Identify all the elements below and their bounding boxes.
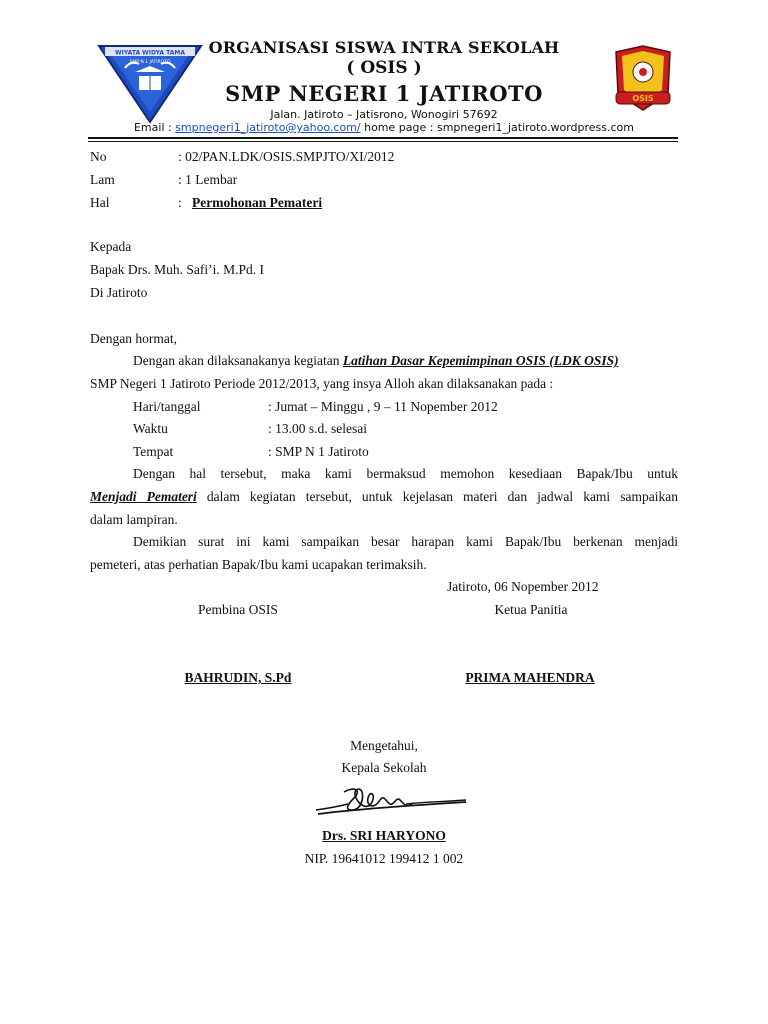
detail-value-time: : 13.00 s.d. selesai <box>268 421 367 436</box>
paragraph-2-line-2 <box>90 488 678 506</box>
detail-label-date: Hari/tanggal <box>133 399 201 414</box>
lam-value: : 1 Lembar <box>178 172 238 187</box>
headmaster-signature <box>310 780 470 824</box>
paragraph-2-line-1: Dengan hal tersebut, maka kami bermaksud memohon kesediaan Bapak/Ibu untuk <box>133 466 678 481</box>
greeting: Dengan hormat, <box>90 331 177 346</box>
request-emphasis: Menjadi Pemateri <box>90 489 197 504</box>
contact-line <box>0 121 768 134</box>
logo-left-motto: WIYATA WIDYA TAMA <box>115 49 185 57</box>
no-value: : 02/PAN.LDK/OSIS.SMPJTO/XI/2012 <box>178 149 395 164</box>
hal-value: Permohonan Pemateri <box>192 195 323 210</box>
paragraph-2-line-3: dalam lampiran. <box>90 512 178 527</box>
recipient-name: Bapak Drs. Muh. Safi’i. M.Pd. I <box>90 262 264 277</box>
letterhead-rule-thick <box>88 137 678 139</box>
homepage-label: home page : <box>360 121 437 134</box>
paragraph-1-line-1 <box>133 352 619 370</box>
left-signatory-role: Pembina OSIS <box>198 602 278 617</box>
paragraph-3-line-1: Demikian surat ini kami sampaikan besar harapan kami Bapak/Ibu berkenan menjadi <box>133 534 678 549</box>
hal-label: Hal <box>90 195 110 210</box>
right-signatory-role: Ketua Panitia <box>494 602 568 617</box>
right-signatory-name: PRIMA MAHENDRA <box>465 670 595 685</box>
recipient-place: Di Jatiroto <box>90 285 148 300</box>
paragraph-1-intro: Dengan akan dilaksanakanya kegiatan <box>133 353 343 368</box>
school-name: SMP NEGERI 1 JATIROTO <box>225 81 543 106</box>
school-address: Jalan. Jatiroto – Jatisrono, Wonogiri 57692 <box>270 108 498 121</box>
homepage-text: smpnegeri1_jatiroto.wordpress.com <box>436 121 635 134</box>
detail-label-place: Tempat <box>133 444 174 459</box>
logo-left-subtitle: SMP N 1 JATIROTO <box>129 60 171 65</box>
logo-right-label: OSIS <box>632 94 654 103</box>
detail-value-date: : Jumat – Minggu , 9 – 11 Nopember 2012 <box>268 399 498 414</box>
event-name: Latihan Dasar Kepemimpinan OSIS (LDK OSIS) <box>342 353 619 368</box>
osis-label: ( OSIS ) <box>346 58 422 78</box>
no-label: No <box>90 149 107 164</box>
paragraph-1-line-2: SMP Negeri 1 Jatiroto Periode 2012/2013, yang insya Alloh akan dilaksanakan pada : <box>90 376 554 391</box>
place-date: Jatiroto, 06 Nopember 2012 <box>447 579 599 594</box>
organization-name: ORGANISASI SISWA INTRA SEKOLAH <box>208 38 560 57</box>
detail-label-time: Waktu <box>133 421 168 436</box>
lam-label: Lam <box>90 172 115 187</box>
paragraph-3-line-2: pemeteri, atas perhatian Bapak/Ibu kami ucapakan terimaksih. <box>90 557 427 572</box>
detail-value-place: : SMP N 1 Jatiroto <box>268 444 369 459</box>
acknowledged-label: Mengetahui, <box>350 738 418 753</box>
headmaster-nip: NIP. 19641012 199412 1 002 <box>304 851 464 866</box>
headmaster-name: Drs. SRI HARYONO <box>322 828 446 843</box>
left-signatory-name: BAHRUDIN, S.Pd <box>184 670 292 685</box>
letterhead-rule-thin <box>88 141 678 142</box>
email-prefix: Email : <box>133 121 176 134</box>
email-link[interactable]: smpnegeri1_jatiroto@yahoo.com/ <box>175 121 361 134</box>
paragraph-2-line-2-rest: dalam kegiatan tersebut, untuk kejelasan materi dan jadwal kami sampaikan <box>196 489 678 504</box>
headmaster-role: Kepala Sekolah <box>341 760 427 775</box>
recipient-kepada: Kepada <box>90 239 132 254</box>
hal-colon: : <box>178 195 182 210</box>
